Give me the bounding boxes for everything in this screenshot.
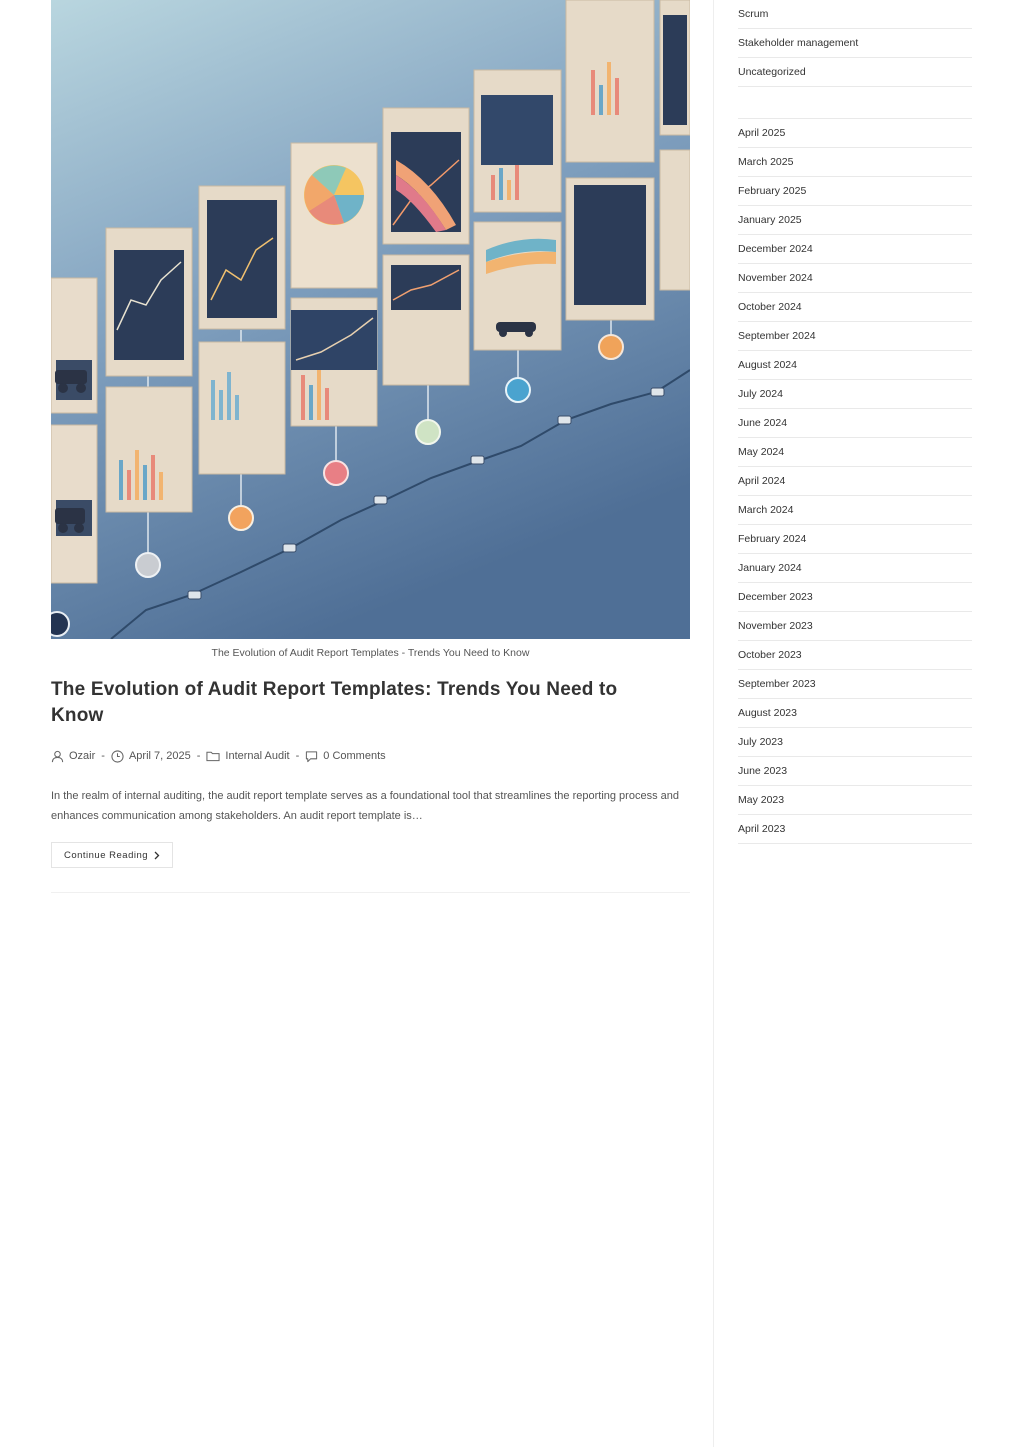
archive-item[interactable]: July 2024 bbox=[738, 380, 972, 409]
user-icon bbox=[51, 750, 64, 763]
category-item[interactable]: Uncategorized bbox=[738, 58, 972, 87]
archive-item[interactable]: April 2025 bbox=[738, 119, 972, 148]
archive-item[interactable]: August 2024 bbox=[738, 351, 972, 380]
meta-separator: - bbox=[295, 750, 300, 762]
author-name[interactable]: Ozair bbox=[69, 750, 96, 762]
post-excerpt: In the realm of internal auditing, the audit report template serves as a foundational tool that streamlines the reporting process and enhances communication among stakeholders. An audit report template is… bbox=[51, 790, 679, 822]
date-text: April 7, 2025 bbox=[128, 750, 191, 762]
sidebar-divider bbox=[713, 0, 714, 1447]
image-caption: The Evolution of Audit Report Templates - Trends You Need to Know bbox=[211, 647, 530, 659]
archive-item[interactable]: March 2024 bbox=[738, 496, 972, 525]
archive-item[interactable]: March 2025 bbox=[738, 148, 972, 177]
archive-item[interactable]: July 2023 bbox=[738, 728, 972, 757]
archive-item[interactable]: February 2025 bbox=[738, 177, 972, 206]
archive-item[interactable]: May 2024 bbox=[738, 438, 972, 467]
sidebar-categories bbox=[738, 0, 972, 87]
continue-reading-button[interactable] bbox=[51, 842, 173, 868]
post-meta bbox=[51, 746, 386, 766]
post-title[interactable]: The Evolution of Audit Report Templates: Trends You Need to Know bbox=[51, 679, 618, 726]
archive-item[interactable]: June 2023 bbox=[738, 757, 972, 786]
archive-item[interactable]: September 2024 bbox=[738, 322, 972, 351]
meta-separator: - bbox=[101, 750, 105, 762]
archive-item[interactable]: April 2024 bbox=[738, 467, 972, 496]
chevron-right-icon bbox=[154, 851, 160, 860]
archive-item[interactable]: April 2023 bbox=[738, 815, 972, 844]
archive-item[interactable]: December 2024 bbox=[738, 235, 972, 264]
post-category[interactable] bbox=[206, 750, 289, 762]
archive-item[interactable]: June 2024 bbox=[738, 409, 972, 438]
continue-reading-label: Continue Reading bbox=[63, 849, 149, 861]
archive-item[interactable]: October 2024 bbox=[738, 293, 972, 322]
clock-icon bbox=[111, 750, 124, 763]
archive-item[interactable]: October 2023 bbox=[738, 641, 972, 670]
category-link[interactable]: Internal Audit bbox=[225, 750, 290, 762]
featured-image[interactable] bbox=[51, 0, 690, 639]
category-item[interactable]: Stakeholder management bbox=[738, 29, 972, 58]
archive-item[interactable]: August 2023 bbox=[738, 699, 972, 728]
folder-icon bbox=[206, 750, 220, 762]
archive-item[interactable]: January 2024 bbox=[738, 554, 972, 583]
comments-link[interactable]: 0 Comments bbox=[323, 750, 386, 762]
meta-separator: - bbox=[196, 750, 201, 762]
post-divider bbox=[51, 892, 690, 893]
archive-item[interactable]: November 2024 bbox=[738, 264, 972, 293]
archive-item[interactable]: November 2023 bbox=[738, 612, 972, 641]
sidebar-archives bbox=[738, 118, 972, 844]
archive-item[interactable]: February 2024 bbox=[738, 525, 972, 554]
post-date bbox=[111, 750, 191, 763]
post-author[interactable] bbox=[51, 750, 95, 763]
archive-item[interactable]: May 2023 bbox=[738, 786, 972, 815]
archive-item[interactable]: December 2023 bbox=[738, 583, 972, 612]
featured-image-illustration bbox=[51, 0, 690, 639]
post-comments[interactable] bbox=[305, 750, 385, 763]
archive-item[interactable]: January 2025 bbox=[738, 206, 972, 235]
archive-item[interactable]: September 2023 bbox=[738, 670, 972, 699]
category-item[interactable]: Scrum bbox=[738, 0, 972, 29]
comment-icon bbox=[305, 750, 318, 763]
